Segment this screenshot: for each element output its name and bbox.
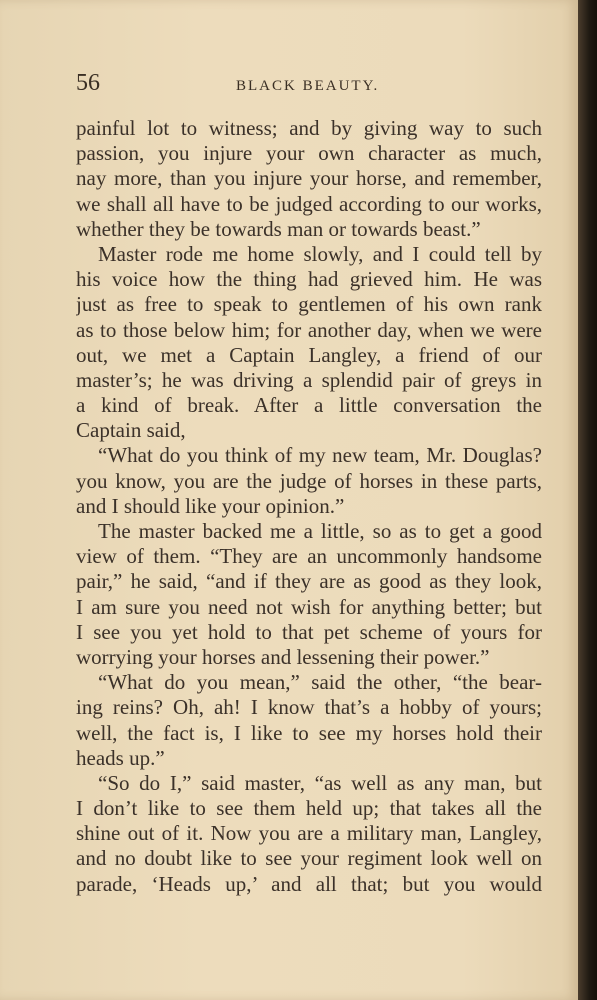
body-text — [76, 116, 542, 897]
text-line: as to those below him; for another day, when we were — [76, 317, 542, 342]
text-line: we shall all have to be judged according to our works, — [76, 191, 542, 216]
text-line: I don’t like to see them held up; that takes all the — [76, 796, 542, 821]
text-line: ing reins? Oh, ah! I know that’s a hobby of yours; — [76, 695, 542, 720]
text-line: his voice how the thing had grieved him. He was — [76, 267, 542, 292]
text-line: I am sure you need not wish for anything better; but — [76, 594, 542, 619]
text-line: pair,” he said, “and if they are as good as they look, — [76, 569, 542, 594]
text-line: painful lot to witness; and by giving way to such — [76, 116, 542, 140]
text-line: “What do you mean,” said the other, “the bear- — [98, 670, 542, 695]
text-line: you know, you are the judge of horses in these parts, — [76, 468, 542, 493]
text-line: heads up.” — [76, 745, 165, 770]
text-line: Master rode me home slowly, and I could tell by — [98, 241, 542, 266]
text-line: out, we met a Captain Langley, a friend of our — [76, 342, 542, 367]
text-line: “What do you think of my new team, Mr. Douglas? — [98, 443, 542, 468]
text-line: nay more, than you injure your horse, and remember, — [76, 166, 542, 191]
book-edge — [578, 0, 597, 1000]
page-header — [76, 68, 542, 104]
text-line: shine out of it. Now you are a military man, Langley, — [76, 821, 542, 846]
text-line: I see you yet hold to that pet scheme of yours for — [76, 619, 542, 644]
text-line: view of them. “They are an uncommonly handsome — [76, 544, 542, 569]
text-line: and I should like your opinion.” — [76, 493, 345, 518]
text-line: whether they be towards man or towards beast.” — [76, 216, 481, 241]
text-line: Captain said, — [76, 418, 186, 443]
text-line: passion, you injure your own character as much, — [76, 141, 542, 166]
running-head: BLACK BEAUTY. — [236, 78, 380, 94]
text-line: a kind of break. After a little conversation the — [76, 393, 542, 418]
text-line: parade, ‘Heads up,’ and all that; but you would — [76, 871, 542, 896]
page-number: 56 — [76, 70, 100, 96]
text-line: worrying your horses and lessening their power.” — [76, 644, 490, 669]
text-line: and no doubt like to see your regiment look well on — [76, 846, 542, 871]
text-line: well, the fact is, I like to see my horses hold their — [76, 720, 542, 745]
text-line: The master backed me a little, so as to get a good — [98, 519, 542, 543]
text-line: “So do I,” said master, “as well as any man, but — [98, 770, 542, 795]
text-line: master’s; he was driving a splendid pair of greys in — [76, 367, 542, 392]
text-line: just as free to speak to gentlemen of his own rank — [76, 292, 542, 317]
